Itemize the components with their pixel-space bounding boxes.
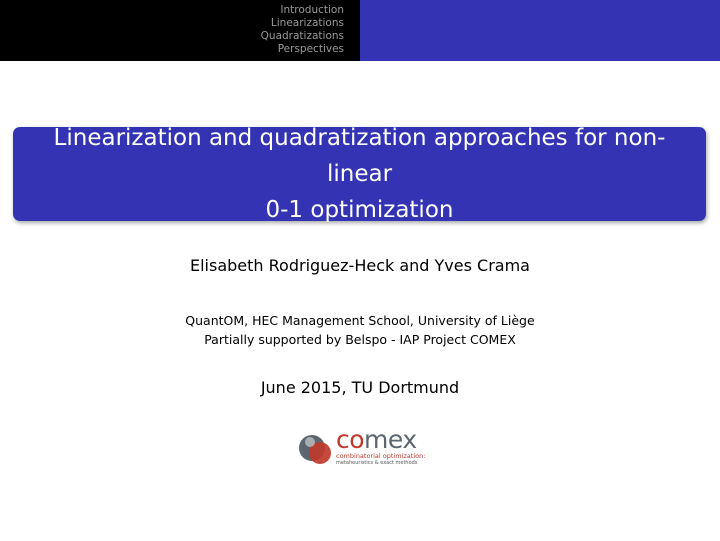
nav-item-linearizations[interactable]: Linearizations <box>270 17 344 29</box>
logo-word-co: co <box>336 425 365 454</box>
institution-line-2: Partially supported by Belspo - IAP Project COMEX <box>204 332 516 347</box>
logo-tagline-1: combinatorial optimization: <box>336 452 426 460</box>
section-navigation <box>0 0 360 61</box>
institution <box>0 311 720 349</box>
title-line-1: Linearization and quadratization approaches for non-linear <box>53 125 666 187</box>
title-line-2: 0-1 optimization <box>265 197 454 223</box>
date-location: June 2015, TU Dortmund <box>260 378 460 397</box>
logo-tagline-2: metaheuristics & exact methods <box>336 460 418 466</box>
comex-logo-wordmark <box>336 426 417 454</box>
authors: Elisabeth Rodriguez-Heck and Yves Crama <box>190 256 530 275</box>
institution-line-1: QuantOM, HEC Management School, University of Liège <box>185 313 535 328</box>
comex-logo <box>298 425 426 468</box>
comex-logo-mark-icon <box>298 428 334 468</box>
title-box <box>13 127 706 221</box>
nav-item-perspectives[interactable]: Perspectives <box>277 43 344 55</box>
headline-blue-panel <box>360 0 720 61</box>
headline-bar <box>0 0 720 61</box>
logo-word-mex: mex <box>364 425 417 454</box>
presentation-title <box>29 120 690 228</box>
nav-item-quadratizations[interactable]: Quadratizations <box>260 30 344 42</box>
nav-item-introduction[interactable]: Introduction <box>280 4 344 16</box>
